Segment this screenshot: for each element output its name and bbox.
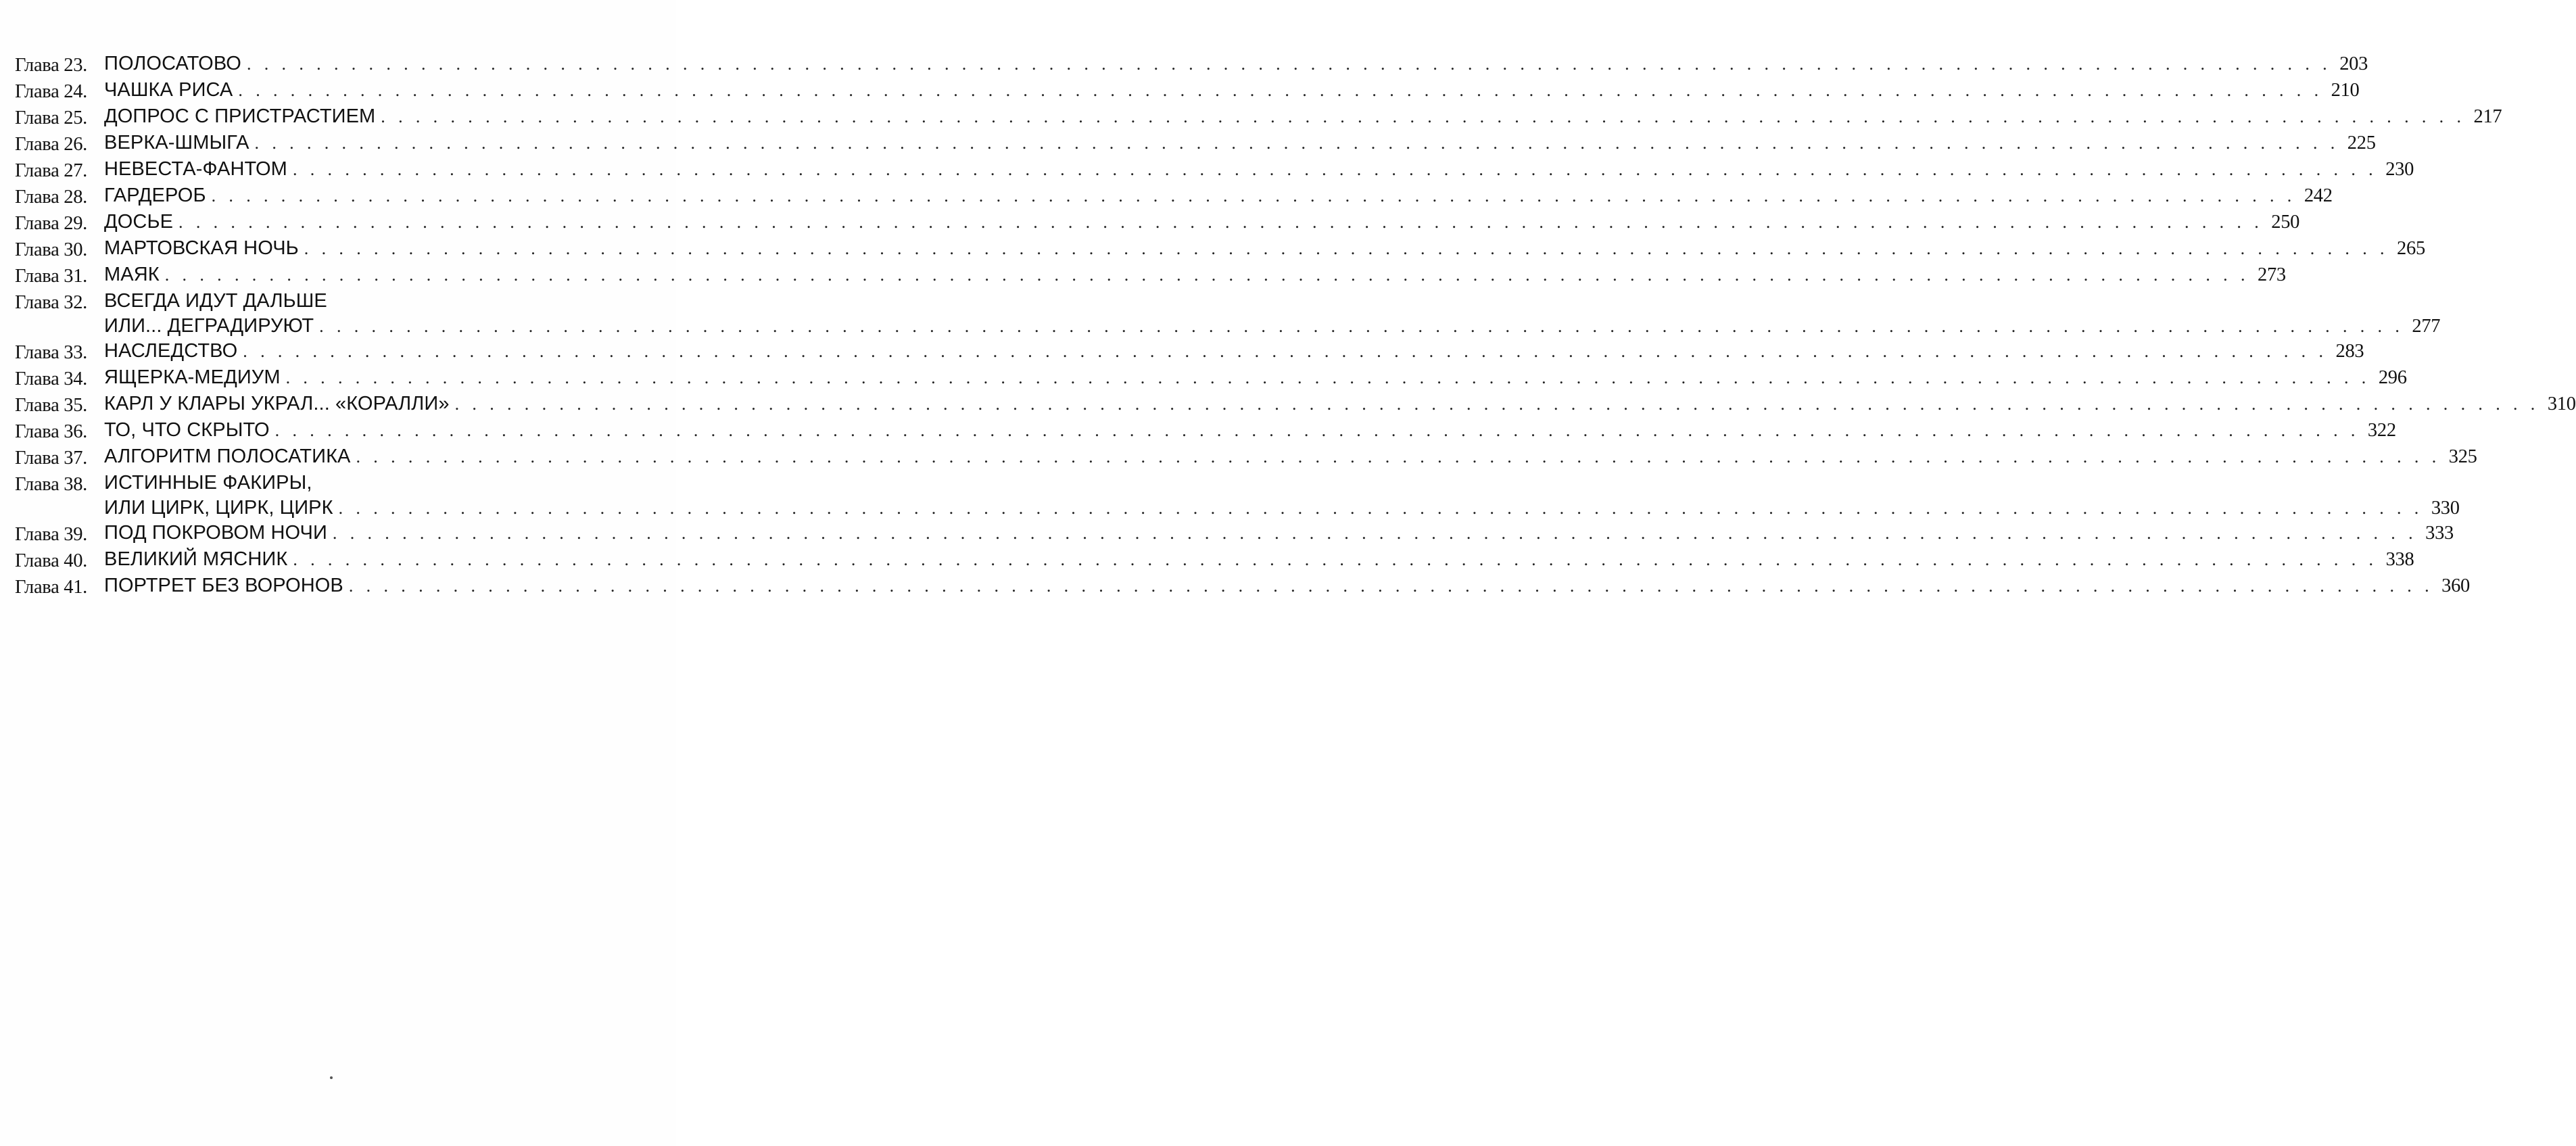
chapter-title: ПОД ПОКРОВОМ НОЧИ bbox=[104, 522, 327, 544]
chapter-number: Глава 27. bbox=[15, 160, 87, 181]
chapter-number: Глава 30. bbox=[15, 239, 87, 260]
dot-leader: . . . . . . . . . . . . . . . . . . . . . . . . . . . . . . . . . . . . . . . . . . . . . . . . . . . . . . . . . . . . . . . . . . . . . . . . . . . . . . . . . . . . . . . . . . . . . . . . . . . . . . . . . . . . . . . . . . . . . . . . bbox=[238, 80, 2323, 100]
toc-entry bbox=[15, 262, 2286, 289]
chapter-title-line bbox=[104, 314, 2441, 339]
page-number: 250 bbox=[2271, 212, 2300, 233]
dot-leader: . . . . . . . . . . . . . . . . . . . . . . . . . . . . . . . . . . . . . . . . . . . . . . . . . . . . . . . . . . . . . . . . . . . . . . . . . . . . . . . . . . . . . . . . . . . . . . . . . . . . . . . . . . . . . . . . . . . . . . . . bbox=[254, 133, 2339, 153]
toc-entry bbox=[15, 365, 2407, 391]
page-number: 338 bbox=[2385, 549, 2414, 570]
chapter-title-block bbox=[104, 289, 2441, 339]
chapter-title-line bbox=[104, 104, 2502, 129]
chapter-title-block bbox=[104, 339, 2364, 364]
chapter-title: КАРЛ У КЛАРЫ УКРАЛ... «КОРАЛЛИ» bbox=[104, 393, 450, 414]
page-number: 296 bbox=[2378, 367, 2407, 388]
dot-leader: . . . . . . . . . . . . . . . . . . . . . . . . . . . . . . . . . . . . . . . . . . . . . . . . . . . . . . . . . . . . . . . . . . . . . . . . . . . . . . . . . . . . . . . . . . . . . . . . . . . . . . . . . . . . . . . . . . . . . . . . bbox=[285, 368, 2370, 387]
page-number: 360 bbox=[2441, 575, 2470, 596]
page-number: 325 bbox=[2448, 446, 2477, 467]
chapter-title-line bbox=[104, 496, 2460, 521]
dot-leader: . . . . . . . . . . . . . . . . . . . . . . . . . . . . . . . . . . . . . . . . . . . . . . . . . . . . . . . . . . . . . . . . . . . . . . . . . . . . . . . . . . . . . . . . . . . . . . . . . . . . . . . . . . . . . . . . . . . . . . . . bbox=[243, 341, 2328, 361]
dot-leader: . . . . . . . . . . . . . . . . . . . . . . . . . . . . . . . . . . . . . . . . . . . . . . . . . . . . . . . . . . . . . . . . . . . . . . . . . . . . . . . . . . . . . . . . . . . . . . . . . . . . . . . . . . . . . . . . . . . . . . . . bbox=[178, 212, 2264, 232]
toc-entry bbox=[15, 418, 2396, 444]
chapter-title-line bbox=[104, 157, 2414, 182]
chapter-title-block bbox=[104, 444, 2477, 469]
chapter-number: Глава 35. bbox=[15, 395, 87, 416]
toc-entry bbox=[15, 547, 2414, 573]
chapter-title-block bbox=[104, 521, 2454, 546]
chapter-title-block bbox=[104, 236, 2425, 261]
chapter-title: ТО, ЧТО СКРЫТО bbox=[104, 419, 270, 441]
page-number: 283 bbox=[2335, 341, 2364, 362]
dot-leader: . . . . . . . . . . . . . . . . . . . . . . . . . . . . . . . . . . . . . . . . . . . . . . . . . . . . . . . . . . . . . . . . . . . . . . . . . . . . . . . . . . . . . . . . . . . . . . . . . . . . . . . . . . . . . . . . . . . . . . . . bbox=[211, 186, 2296, 206]
page-number: 330 bbox=[2431, 498, 2460, 519]
chapter-title-block bbox=[104, 157, 2414, 182]
page-number: 310 bbox=[2547, 393, 2576, 414]
chapter-title-line bbox=[104, 78, 2360, 103]
toc-entry bbox=[15, 51, 2368, 78]
chapter-title-line bbox=[104, 521, 2454, 546]
chapter-title-block bbox=[104, 78, 2360, 103]
chapter-number: Глава 29. bbox=[15, 213, 87, 234]
toc-entry bbox=[15, 157, 2414, 183]
chapter-title-block bbox=[104, 471, 2460, 521]
chapter-title-line bbox=[104, 547, 2414, 572]
chapter-title: ГАРДЕРОБ bbox=[104, 185, 206, 206]
chapter-title: ИСТИННЫЕ ФАКИРЫ, bbox=[104, 472, 312, 494]
toc-entry bbox=[15, 444, 2477, 471]
chapter-title-block bbox=[104, 391, 2576, 416]
chapter-title-line bbox=[104, 130, 2376, 156]
chapter-title-block bbox=[104, 418, 2396, 443]
chapter-title-block bbox=[104, 183, 2333, 208]
chapter-title-line bbox=[104, 289, 604, 314]
chapter-title: ВСЕГДА ИДУТ ДАЛЬШЕ bbox=[104, 290, 327, 312]
chapter-number: Глава 24. bbox=[15, 81, 87, 102]
chapter-title: МАЯК bbox=[104, 264, 160, 285]
chapter-title: ВЕЛИКИЙ МЯСНИК bbox=[104, 548, 288, 570]
chapter-title-line bbox=[104, 339, 2364, 364]
chapter-number: Глава 25. bbox=[15, 108, 87, 128]
chapter-number: Глава 28. bbox=[15, 187, 87, 208]
page-number: 242 bbox=[2304, 185, 2333, 206]
chapter-title: ДОПРОС С ПРИСТРАСТИЕМ bbox=[104, 105, 376, 127]
toc-entry bbox=[15, 236, 2425, 262]
page-number: 230 bbox=[2385, 159, 2414, 180]
dot-leader: . . . . . . . . . . . . . . . . . . . . . . . . . . . . . . . . . . . . . . . . . . . . . . . . . . . . . . . . . . . . . . . . . . . . . . . . . . . . . . . . . . . . . . . . . . . . . . . . . . . . . . . . . . . . . . . . . . . . . . . . bbox=[356, 447, 2441, 467]
chapter-title-block bbox=[104, 104, 2502, 129]
dot-leader: . . . . . . . . . . . . . . . . . . . . . . . . . . . . . . . . . . . . . . . . . . . . . . . . . . . . . . . . . . . . . . . . . . . . . . . . . . . . . . . . . . . . . . . . . . . . . . . . . . . . . . . . . . . . . . . . . . . . . . . . bbox=[164, 265, 2249, 285]
dot-leader: . . . . . . . . . . . . . . . . . . . . . . . . . . . . . . . . . . . . . . . . . . . . . . . . . . . . . . . . . . . . . . . . . . . . . . . . . . . . . . . . . . . . . . . . . . . . . . . . . . . . . . . . . . . . . . . . . . . . . . . . bbox=[246, 54, 2332, 74]
chapter-title: НЕВЕСТА-ФАНТОМ bbox=[104, 158, 287, 180]
chapter-title: НАСЛЕДСТВО bbox=[104, 340, 238, 362]
toc-entry bbox=[15, 391, 2576, 418]
dot-leader: . . . . . . . . . . . . . . . . . . . . . . . . . . . . . . . . . . . . . . . . . . . . . . . . . . . . . . . . . . . . . . . . . . . . . . . . . . . . . . . . . . . . . . . . . . . . . . . . . . . . . . . . . . . . . . . . . . . . . . . . bbox=[319, 316, 2404, 336]
page-number: 277 bbox=[2412, 316, 2441, 337]
chapter-title: ПОЛОСАТОВО bbox=[104, 53, 241, 74]
chapter-number: Глава 39. bbox=[15, 524, 87, 545]
chapter-title-block bbox=[104, 262, 2286, 287]
chapter-title-line bbox=[104, 471, 604, 496]
page-number: 333 bbox=[2425, 523, 2454, 544]
chapter-title-line bbox=[104, 183, 2333, 208]
chapter-title-block bbox=[104, 130, 2376, 156]
toc-entry bbox=[15, 183, 2333, 210]
chapter-title-block bbox=[104, 51, 2368, 76]
page-number: 265 bbox=[2397, 238, 2425, 259]
toc-entry bbox=[15, 210, 2300, 236]
page-number: 225 bbox=[2347, 133, 2376, 153]
chapter-number: Глава 36. bbox=[15, 421, 87, 442]
chapter-title-line bbox=[104, 262, 2286, 287]
chapter-title-line bbox=[104, 573, 2470, 598]
chapter-number: Глава 40. bbox=[15, 550, 87, 571]
toc-entry bbox=[15, 78, 2360, 104]
chapter-number: Глава 38. bbox=[15, 474, 87, 495]
dot-leader: . . . . . . . . . . . . . . . . . . . . . . . . . . . . . . . . . . . . . . . . . . . . . . . . . . . . . . . . . . . . . . . . . . . . . . . . . . . . . . . . . . . . . . . . . . . . . . . . . . . . . . . . . . . . . . . . . . . . . . . . bbox=[348, 576, 2433, 596]
chapter-number: Глава 26. bbox=[15, 134, 87, 155]
page-number: 322 bbox=[2367, 420, 2396, 441]
toc-entry bbox=[15, 130, 2376, 157]
page-number: 273 bbox=[2258, 264, 2286, 285]
chapter-title: АЛГОРИТМ ПОЛОСАТИКА bbox=[104, 446, 351, 467]
page-number: 203 bbox=[2339, 53, 2368, 74]
toc-entry bbox=[15, 521, 2454, 547]
dot-leader: . . . . . . . . . . . . . . . . . . . . . . . . . . . . . . . . . . . . . . . . . . . . . . . . . . . . . . . . . . . . . . . . . . . . . . . . . . . . . . . . . . . . . . . . . . . . . . . . . . . . . . . . . . . . . . . . . . . . . . . . bbox=[292, 160, 2378, 179]
chapter-title-block bbox=[104, 547, 2414, 572]
chapter-title: ВЕРКА-ШМЫГА bbox=[104, 132, 249, 153]
table-of-contents bbox=[15, 51, 2576, 600]
dot-leader: . . . . . . . . . . . . . . . . . . . . . . . . . . . . . . . . . . . . . . . . . . . . . . . . . . . . . . . . . . . . . . . . . . . . . . . . . . . . . . . . . . . . . . . . . . . . . . . . . . . . . . . . . . . . . . . . . . . . . . . . bbox=[381, 107, 2466, 126]
toc-entry bbox=[15, 104, 2502, 130]
dot-leader: . . . . . . . . . . . . . . . . . . . . . . . . . . . . . . . . . . . . . . . . . . . . . . . . . . . . . . . . . . . . . . . . . . . . . . . . . . . . . . . . . . . . . . . . . . . . . . . . . . . . . . . . . . . . . . . . . . . . . . . . bbox=[293, 550, 2378, 569]
chapter-number: Глава 37. bbox=[15, 448, 87, 469]
chapter-number: Глава 34. bbox=[15, 368, 87, 389]
chapter-number: Глава 23. bbox=[15, 55, 87, 76]
dot-leader: . . . . . . . . . . . . . . . . . . . . . . . . . . . . . . . . . . . . . . . . . . . . . . . . . . . . . . . . . . . . . . . . . . . . . . . . . . . . . . . . . . . . . . . . . . . . . . . . . . . . . . . . . . . . . . . . . . . . . . . . bbox=[454, 394, 2539, 414]
chapter-title-block bbox=[104, 210, 2300, 235]
chapter-title: ИЛИ... ДЕГРАДИРУЮТ bbox=[104, 315, 314, 337]
toc-entry bbox=[15, 339, 2364, 365]
dot-leader: . . . . . . . . . . . . . . . . . . . . . . . . . . . . . . . . . . . . . . . . . . . . . . . . . . . . . . . . . . . . . . . . . . . . . . . . . . . . . . . . . . . . . . . . . . . . . . . . . . . . . . . . . . . . . . . . . . . . . . . . bbox=[338, 498, 2423, 518]
chapter-title-line bbox=[104, 444, 2477, 469]
chapter-title-line bbox=[104, 391, 2576, 416]
page-number: 217 bbox=[2473, 106, 2502, 127]
dot-leader: . . . . . . . . . . . . . . . . . . . . . . . . . . . . . . . . . . . . . . . . . . . . . . . . . . . . . . . . . . . . . . . . . . . . . . . . . . . . . . . . . . . . . . . . . . . . . . . . . . . . . . . . . . . . . . . . . . . . . . . . bbox=[332, 523, 2418, 543]
chapter-title: ДОСЬЕ bbox=[104, 211, 174, 233]
chapter-title-line bbox=[104, 418, 2396, 443]
chapter-title-line bbox=[104, 51, 2368, 76]
toc-entry bbox=[15, 289, 2441, 339]
chapter-number: Глава 32. bbox=[15, 292, 87, 313]
dot-leader: . . . . . . . . . . . . . . . . . . . . . . . . . . . . . . . . . . . . . . . . . . . . . . . . . . . . . . . . . . . . . . . . . . . . . . . . . . . . . . . . . . . . . . . . . . . . . . . . . . . . . . . . . . . . . . . . . . . . . . . . bbox=[275, 421, 2360, 440]
chapter-title: ПОРТРЕТ БЕЗ ВОРОНОВ bbox=[104, 575, 343, 596]
chapter-title-block bbox=[104, 365, 2407, 390]
chapter-title: ЯЩЕРКА-МЕДИУМ bbox=[104, 366, 281, 388]
toc-entry bbox=[15, 573, 2470, 600]
chapter-number: Глава 31. bbox=[15, 266, 87, 287]
chapter-title-line bbox=[104, 236, 2425, 261]
chapter-number: Глава 33. bbox=[15, 342, 87, 363]
chapter-title: ЧАШКА РИСА bbox=[104, 79, 233, 101]
page-mark bbox=[330, 1076, 333, 1079]
page-number: 210 bbox=[2331, 80, 2360, 101]
chapter-title-line bbox=[104, 210, 2300, 235]
chapter-title-block bbox=[104, 573, 2470, 598]
dot-leader: . . . . . . . . . . . . . . . . . . . . . . . . . . . . . . . . . . . . . . . . . . . . . . . . . . . . . . . . . . . . . . . . . . . . . . . . . . . . . . . . . . . . . . . . . . . . . . . . . . . . . . . . . . . . . . . . . . . . . . . . bbox=[304, 239, 2389, 258]
chapter-number: Глава 41. bbox=[15, 577, 87, 598]
chapter-title: МАРТОВСКАЯ НОЧЬ bbox=[104, 237, 299, 259]
chapter-title-line bbox=[104, 365, 2407, 390]
toc-entry bbox=[15, 471, 2460, 521]
chapter-title: ИЛИ ЦИРК, ЦИРК, ЦИРК bbox=[104, 497, 333, 519]
